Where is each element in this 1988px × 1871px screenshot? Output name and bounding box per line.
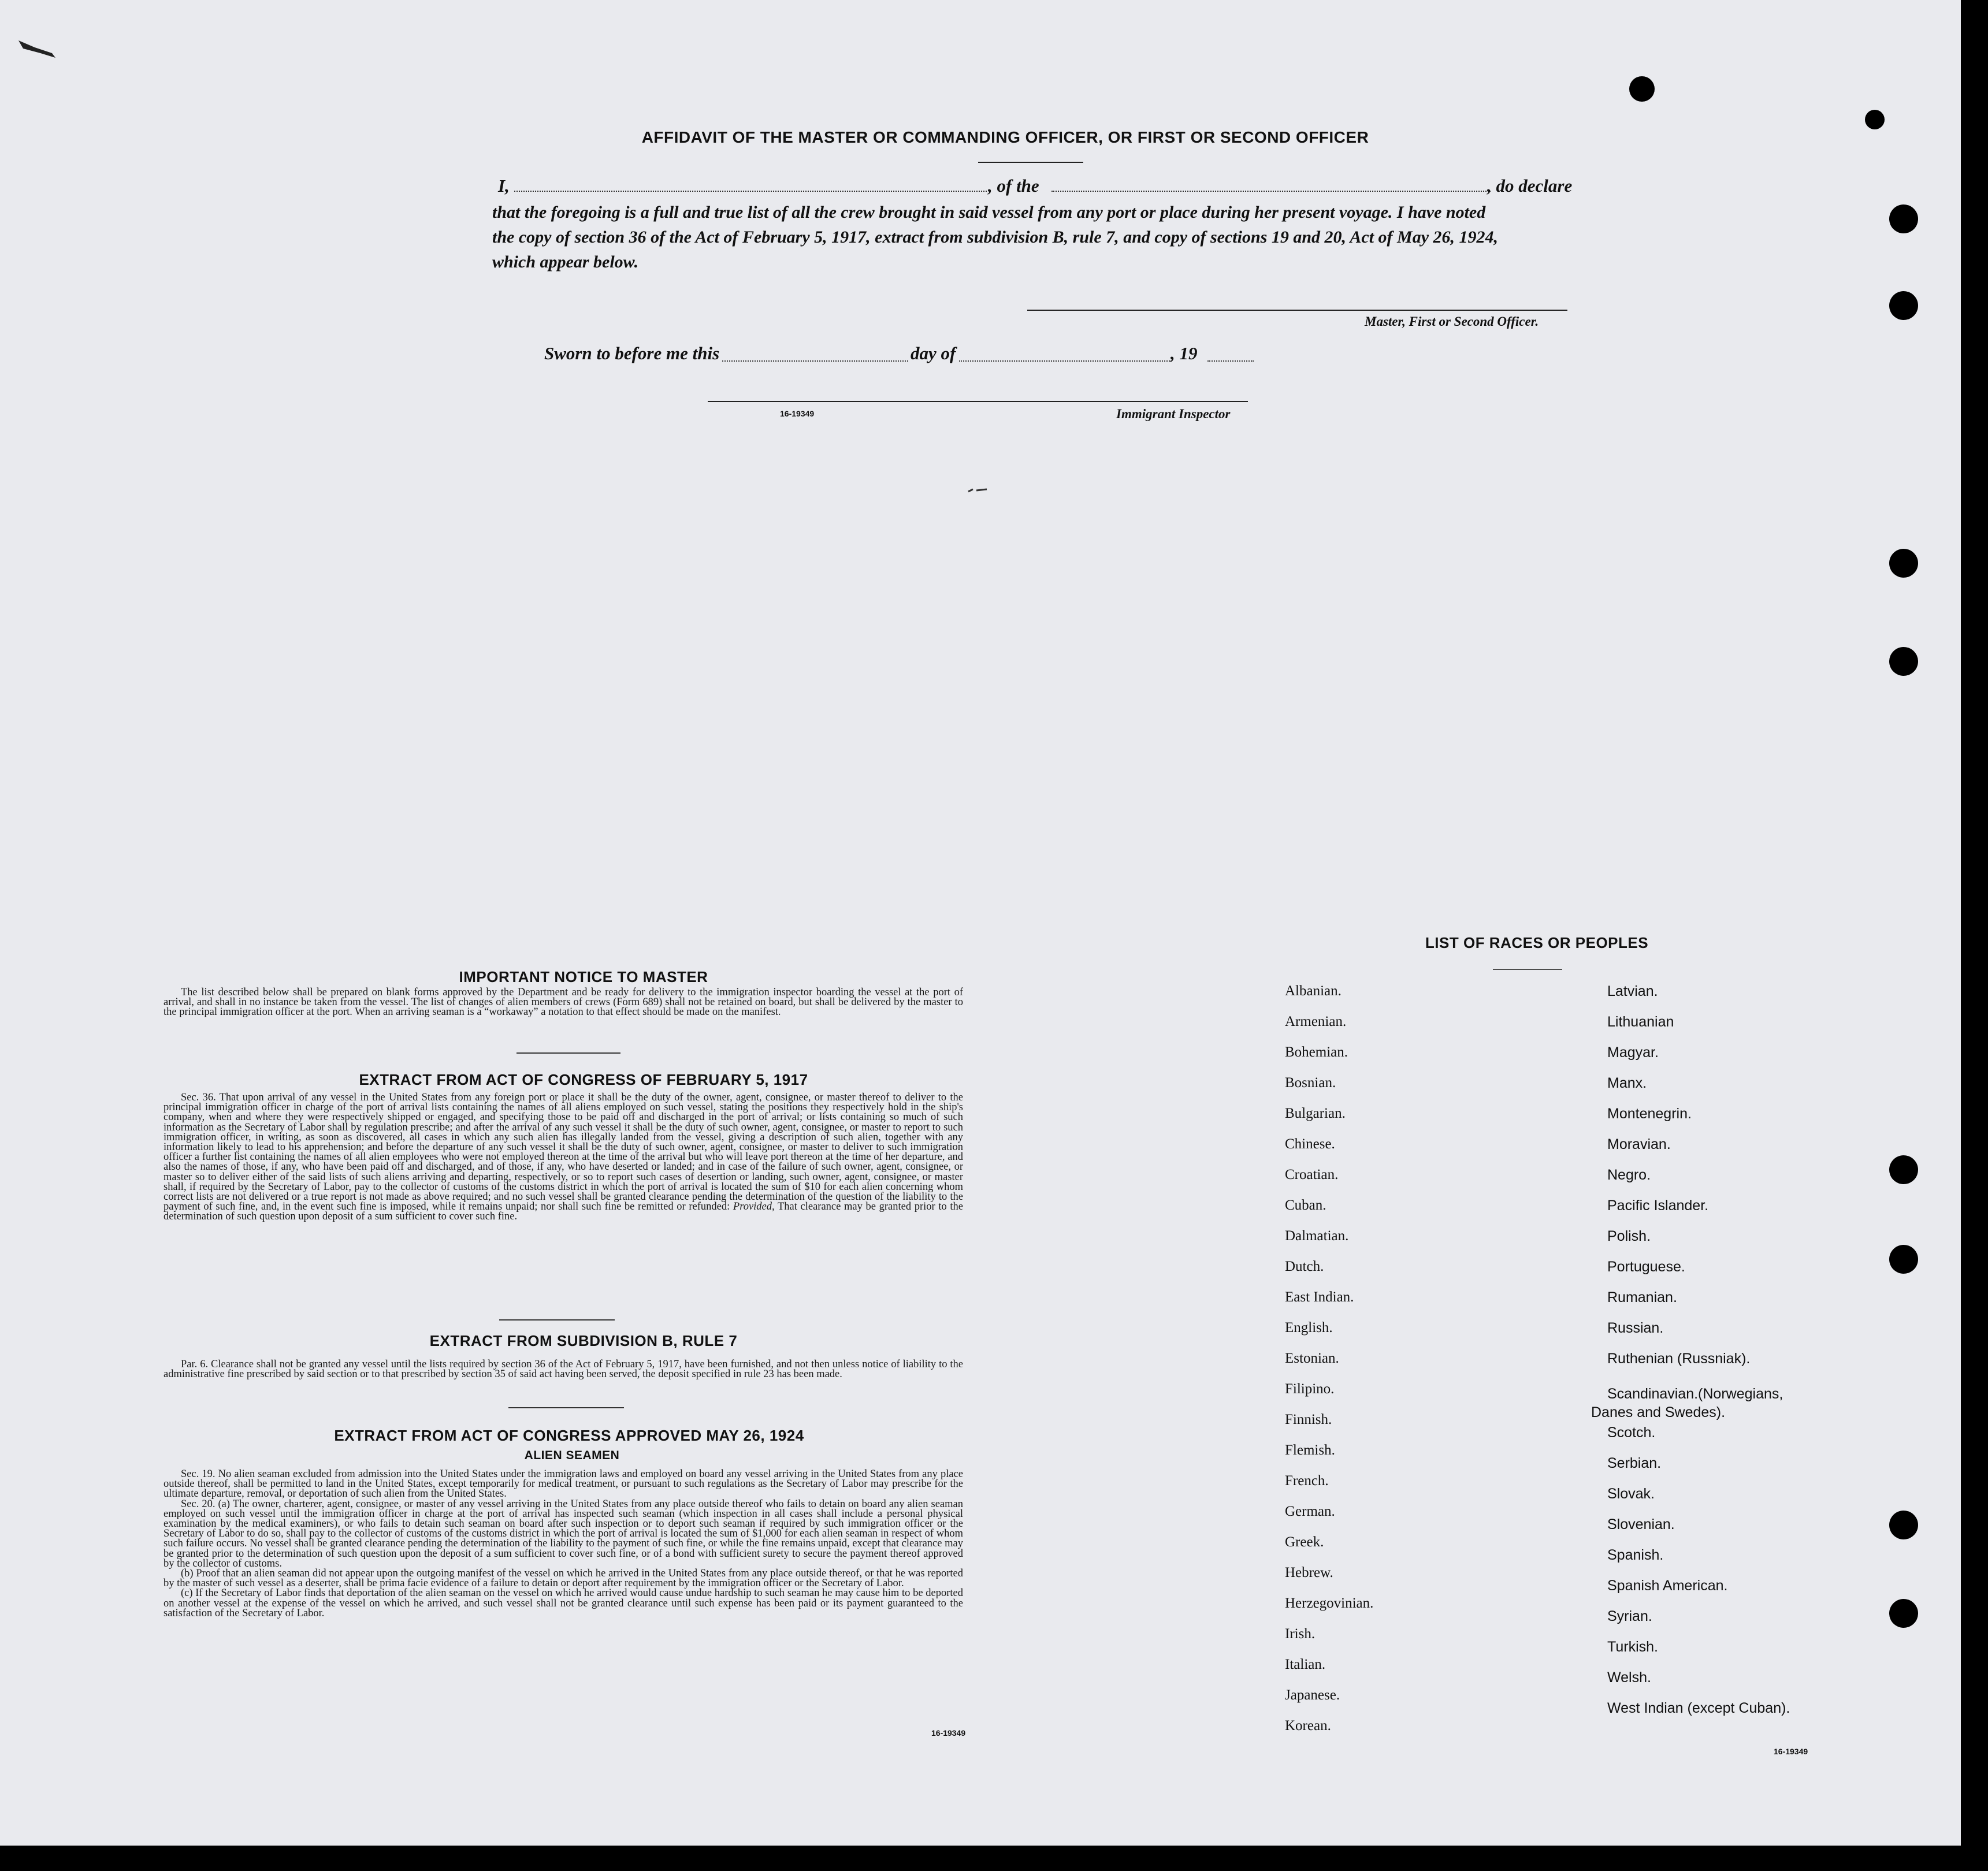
i-label: I,	[498, 176, 510, 196]
sec19-text: Sec. 19. No alien seaman excluded from admission into the United States under the immigration laws and employed on board any vessel arriving in the United States from any place outside thereof, shall be permitted to land in the United States, except temporarily for medical treatment, or pursuant to such regulations as the Secretary of Labor may prescribe for the ultimate departure, removal, or deportation of such alien from the United States.	[164, 1468, 963, 1500]
race-item: Estonian.	[1285, 1351, 1339, 1366]
sec36-text-end: That clearance may be granted prior to the determination of such question upon deposit of a sum sufficient to cover such fine.	[164, 1201, 964, 1223]
race-item: Chinese.	[1285, 1136, 1335, 1152]
sworn-label: Sworn to before me this	[544, 343, 720, 363]
race-item: Irish.	[1285, 1626, 1316, 1642]
race-item: Scotch.	[1607, 1424, 1656, 1441]
race-item: Dalmatian.	[1285, 1228, 1349, 1244]
of-the-label: , of the	[988, 176, 1039, 196]
race-item: French.	[1285, 1473, 1329, 1489]
declaration-line: which appear below.	[492, 252, 639, 271]
race-item: Turkish.	[1607, 1639, 1658, 1655]
race-item: Cuban.	[1285, 1197, 1326, 1213]
extract-1917-text	[164, 1093, 963, 1222]
race-item: Korean.	[1285, 1718, 1331, 1734]
proviso-word: Provided,	[733, 1201, 775, 1213]
rule7-text	[164, 1360, 963, 1379]
sworn-day-field[interactable]	[722, 360, 908, 362]
sec20b-text: (b) Proof that an alien seaman did not appear upon the outgoing manifest of the vessel on which he arrived in the United States from any place outside thereof, or that he was reported by the master of such vessel as a deserter, shall be prima facie evidence of a failure to detain or deport after requirement by the immigration officer or the Secretary of Labor.	[164, 1568, 963, 1590]
sec36-text: Sec. 36. That upon arrival of any vessel in the United States from any foreign port or place it shall be the duty of the owner, agent, consignee, or master thereof to deliver to the principal immigration officer in charge of the port of arrival lists containing the names of all aliens employed on such vessel, stating the positions they respectively hold in the ship's company, when and where they were respectively shipped or engaged, and specifying those to be paid off and discharged in the port of arrival; or lists containing so much of such information as the Secretary of Labor shall by regulation prescribe; and after the arrival of any such vessel it shall be the duty of such owner, agent, consignee, or master to report to such immigration officer, in writing, as soon as discovered, all cases in which any such alien has illegally landed from the vessel, giving a description of such alien, together with any information likely to lead to his apprehension; and before the departure of any such vessel it shall be the duty of such owner, agent, consignee, or master to deliver to such immigration officer a further list containing the names of all alien employees who were not employed thereon at the time of the arrival but who will leave port thereon at the time of her departure, and also the names of those, if any, who have been paid off and discharged, and of those, if any, who have deserted or landed; and in case of the failure of such owner, agent, consignee, or master so to deliver either of the said lists of such aliens arriving and departing, respectively, or so to report such cases of desertion or landing, such owner, agent, consignee, or master shall, if required by the Secretary of Labor, pay to the collector of customs of the customs district in which the port of arrival is located the sum of $10 for each alien concerning whom correct lists are not delivered or a true report is not made as above required; and no such vessel shall be granted clearance pending the determination of the question of the liability to the payment of such fine, and, in the event such fine is imposed, while it remains unpaid; nor shall such fine be remitted or refunded:	[164, 1092, 963, 1213]
scan-edge-right	[1961, 0, 1988, 1871]
races-form-number: 16-19349	[1774, 1747, 1808, 1756]
races-divider	[1493, 969, 1562, 970]
race-item: Pacific Islander.	[1607, 1197, 1709, 1214]
title-underline	[978, 162, 1083, 163]
race-item: Bohemian.	[1285, 1044, 1348, 1060]
corner-smudge-mark	[17, 36, 58, 59]
race-item-continuation: Danes and Swedes).	[1591, 1404, 1726, 1420]
extract-1924-text	[164, 1470, 963, 1619]
race-item: Portuguese.	[1607, 1259, 1685, 1275]
race-item: Serbian.	[1607, 1455, 1662, 1471]
notice-title: IMPORTANT NOTICE TO MASTER	[459, 968, 708, 985]
day-of-label: day of	[911, 343, 956, 363]
punch-hole	[1889, 291, 1918, 320]
race-item: Herzegovinian.	[1285, 1595, 1374, 1611]
race-item: Magyar.	[1607, 1044, 1659, 1061]
race-item: Moravian.	[1607, 1136, 1671, 1152]
race-item: Negro.	[1607, 1167, 1651, 1183]
race-item: Bosnian.	[1285, 1075, 1336, 1091]
race-item: Lithuanian	[1607, 1014, 1674, 1030]
race-item: Dutch.	[1285, 1259, 1324, 1274]
stray-mark	[967, 487, 988, 494]
race-item: Hebrew.	[1285, 1565, 1333, 1580]
punch-hole	[1889, 1599, 1918, 1628]
race-item: Filipino.	[1285, 1381, 1335, 1397]
extract-1924-title: EXTRACT FROM ACT OF CONGRESS APPROVED MAY 26, 1924	[334, 1427, 804, 1444]
extract-1917-title: EXTRACT FROM ACT OF CONGRESS OF FEBRUARY 5, 1917	[359, 1071, 808, 1088]
punch-hole	[1865, 110, 1885, 129]
race-item: Finnish.	[1285, 1412, 1332, 1427]
declaration-line: that the foregoing is a full and true list of all the crew brought in said vessel from any port or place during her present voyage. I have noted	[492, 203, 1486, 222]
name-field[interactable]	[514, 191, 987, 192]
sworn-year-field[interactable]	[1207, 360, 1254, 362]
alien-seamen-subtitle: ALIEN SEAMEN	[524, 1449, 620, 1462]
section-divider	[516, 1052, 620, 1054]
race-item: Welsh.	[1607, 1669, 1651, 1686]
race-item: East Indian.	[1285, 1289, 1354, 1305]
race-item: Croatian.	[1285, 1167, 1339, 1182]
punch-hole	[1889, 1245, 1918, 1274]
race-item: Rumanian.	[1607, 1289, 1677, 1305]
race-item: Latvian.	[1607, 983, 1658, 999]
notice-text	[164, 988, 963, 1018]
race-item: Ruthenian (Russniak).	[1607, 1351, 1751, 1367]
section-divider	[508, 1407, 624, 1408]
race-item: Spanish American.	[1607, 1578, 1728, 1594]
race-item: West Indian (except Cuban).	[1607, 1700, 1790, 1716]
race-item: Russian.	[1607, 1320, 1664, 1336]
punch-hole	[1629, 76, 1655, 102]
declaration-line: the copy of section 36 of the Act of February 5, 1917, extract from subdivision B, rule 7, and copy of sections 19 and 20, Act of May 26, 1924,	[492, 228, 1499, 247]
punch-hole	[1889, 204, 1918, 233]
do-declare-label: , do declare	[1487, 176, 1573, 196]
races-title: LIST OF RACES OR PEOPLES	[1425, 934, 1649, 951]
affidavit-form-number: 16-19349	[780, 409, 815, 418]
race-item: Scandinavian.(Norwegians,	[1607, 1386, 1783, 1402]
extract-form-number: 16-19349	[931, 1728, 966, 1738]
punch-hole	[1889, 1511, 1918, 1539]
affidavit-declaration	[492, 200, 1567, 274]
rule7-title: EXTRACT FROM SUBDIVISION B, RULE 7	[429, 1332, 738, 1349]
race-item: Slovak.	[1607, 1486, 1655, 1502]
race-item: Polish.	[1607, 1228, 1651, 1244]
punch-hole	[1889, 549, 1918, 578]
race-item: Flemish.	[1285, 1442, 1335, 1458]
sec20c-text: (c) If the Secretary of Labor finds that deportation of the alien seaman on the vessel on which he arrived would cause undue hardship to such seaman he may cause him to be deported on another vessel at the expense of the vessel on which he arrived, and such vessel shall not be granted clearance until such expense has been paid or its payment guaranteed to the satisfaction of the Secretary of Labor.	[164, 1587, 963, 1619]
notice-paragraph: The list described below shall be prepared on blank forms approved by the Department and be ready for delivery to the immigration inspector boarding the vessel at the port of arrival, and shall in no instance be taken from the vessel. The list of changes of alien members of crews (Form 689) shall not be retained on board, but shall be delivered by the master to the principal immigration officer at the port. When an arriving seaman is a “workaway” a notation to that effect should be made on the manifest.	[164, 987, 963, 1018]
race-item: English.	[1285, 1320, 1333, 1336]
race-item: Manx.	[1607, 1075, 1647, 1091]
race-item: Syrian.	[1607, 1608, 1652, 1624]
punch-hole	[1889, 1155, 1918, 1184]
race-item: Montenegrin.	[1607, 1106, 1692, 1122]
scan-edge-bottom	[0, 1846, 1988, 1871]
race-item: Spanish.	[1607, 1547, 1664, 1563]
par6-text: Par. 6. Clearance shall not be granted any vessel until the lists required by section 36 of the Act of February 5, 1917, have been furnished, and not then unless notice of liability to the administrative fine prescribed by said section or to that prescribed by section 35 of said act having been served, the deposit specified in rule 23 has been made.	[164, 1359, 963, 1381]
inspector-signature-line[interactable]	[708, 401, 1248, 402]
race-item: German.	[1285, 1504, 1335, 1519]
race-item: Greek.	[1285, 1534, 1324, 1550]
section-divider	[499, 1319, 615, 1321]
master-signature-line[interactable]	[1027, 310, 1567, 311]
race-item: Italian.	[1285, 1657, 1326, 1672]
vessel-field[interactable]	[1051, 191, 1491, 192]
master-signature-label: Master, First or Second Officer.	[1365, 314, 1539, 329]
race-item: Albanian.	[1285, 983, 1342, 999]
sworn-month-field[interactable]	[959, 360, 1172, 362]
affidavit-title: AFFIDAVIT OF THE MASTER OR COMMANDING OFFICER, OR FIRST OR SECOND OFFICER	[641, 128, 1369, 146]
race-item: Bulgarian.	[1285, 1106, 1346, 1121]
race-item: Slovenian.	[1607, 1516, 1675, 1532]
inspector-label: Immigrant Inspector	[1116, 407, 1231, 421]
punch-hole	[1889, 647, 1918, 676]
year-label: , 19	[1170, 343, 1198, 363]
race-item: Japanese.	[1285, 1687, 1340, 1703]
sec20a-text: Sec. 20. (a) The owner, charterer, agent, consignee, or master of any vessel arriving in the United States from any place outside thereof who fails to detain on board any alien seaman employed on such vessel until the immigration officer in charge at the port of arrival has inspected such seaman (which inspection in all cases shall include a personal physical examination by the medical examiners), or who fails to detain such seaman on board after such inspection or to deport such seaman if required by such immigration officer or the Secretary of Labor to do so, shall pay to the collector of customs of the customs district in which the port of arrival is located the sum of $1,000 for each alien seaman in respect of whom such failure occurs. No vessel shall be granted clearance pending the determination of the liability to the payment of such fine, or while the fine remains unpaid, except that clearance may be granted prior to the determination of such question upon the deposit of a sum sufficient to cover such fine, or of a bond with sufficient surety to secure the payment thereof approved by the collector of customs.	[164, 1498, 963, 1569]
race-item: Armenian.	[1285, 1014, 1347, 1029]
